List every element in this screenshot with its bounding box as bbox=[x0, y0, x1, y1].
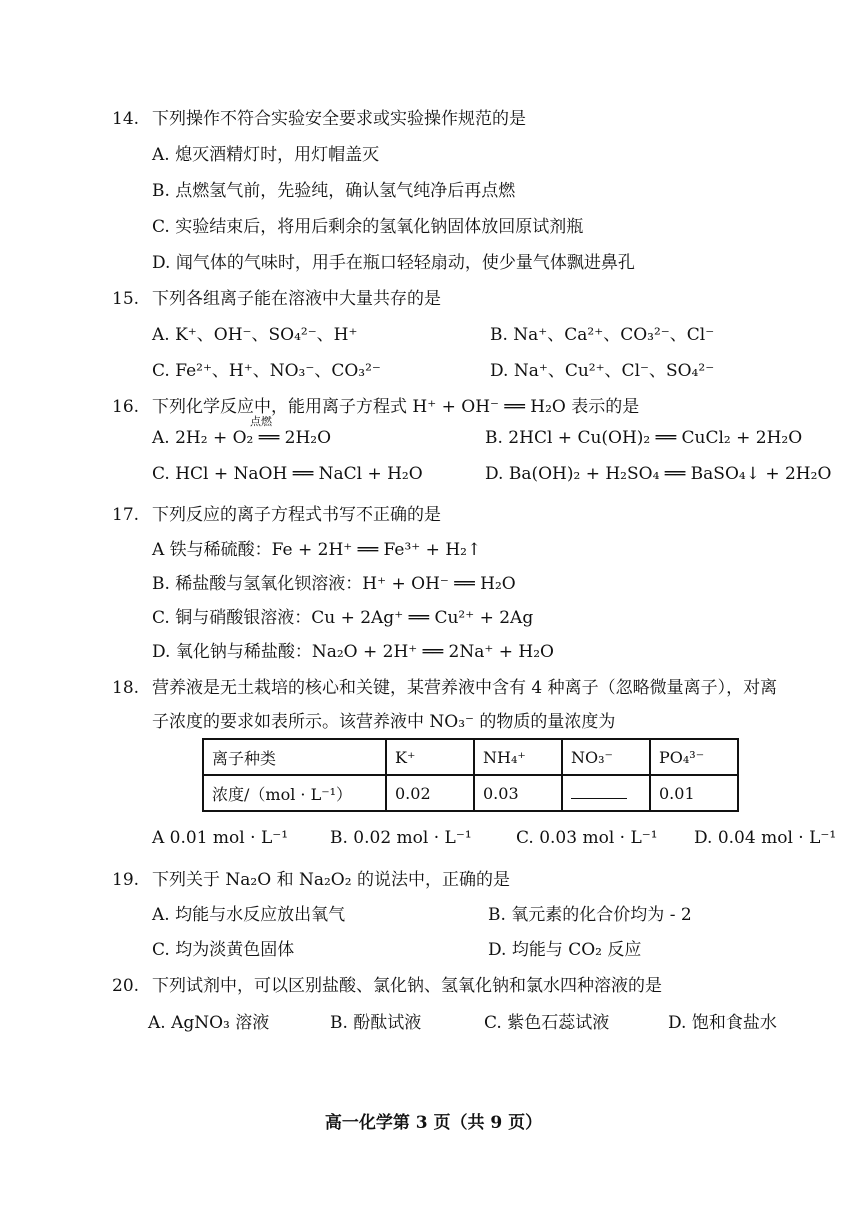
table-cell: NO₃⁻ bbox=[562, 739, 650, 775]
option-a: A 0.01 mol · L⁻¹ bbox=[152, 828, 289, 848]
ion-concentration-table bbox=[202, 738, 739, 812]
table-cell: 浓度/（mol · L⁻¹） bbox=[203, 775, 386, 811]
question-15 bbox=[112, 284, 441, 309]
option-b: B. 2HCl + Cu(OH)₂ ══ CuCl₂ + 2H₂O bbox=[485, 428, 803, 448]
option-a: A. 均能与水反应放出氧气 bbox=[152, 905, 346, 925]
option-b: B. Na⁺、Ca²⁺、CO₃²⁻、Cl⁻ bbox=[490, 325, 715, 345]
option-a: A. 熄灭酒精灯时，用灯帽盖灭 bbox=[152, 145, 380, 165]
question-20 bbox=[112, 971, 662, 996]
question-16 bbox=[112, 392, 639, 417]
question-19 bbox=[112, 865, 510, 890]
option-d: D. 饱和食盐水 bbox=[668, 1013, 777, 1033]
option-d: D. 闻气体的气味时，用手在瓶口轻轻扇动，使少量气体飘进鼻孔 bbox=[152, 253, 635, 273]
question-number: 16. bbox=[112, 397, 140, 417]
question-stem: 下列化学反应中，能用离子方程式 H⁺ + OH⁻ ══ H₂O 表示的是 bbox=[152, 397, 640, 417]
page-footer: 高一化学第 3 页（共 9 页） bbox=[324, 1113, 543, 1133]
option-c: C. 均为淡黄色固体 bbox=[152, 940, 295, 960]
option-a: A. 2H₂ + O₂ ══ 2H₂O bbox=[152, 428, 332, 448]
question-number: 17. bbox=[112, 505, 140, 525]
question-number: 20. bbox=[112, 976, 140, 996]
option-c: C. HCl + NaOH ══ NaCl + H₂O bbox=[152, 464, 423, 484]
option-c: C. 铜与硝酸银溶液：Cu + 2Ag⁺ ══ Cu²⁺ + 2Ag bbox=[152, 608, 534, 628]
option-d: D. 均能与 CO₂ 反应 bbox=[488, 940, 642, 960]
question-stem: 营养液是无土栽培的核心和关键，某营养液中含有 4 种离子（忽略微量离子），对离 bbox=[152, 678, 778, 698]
question-stem: 下列关于 Na₂O 和 Na₂O₂ 的说法中，正确的是 bbox=[152, 870, 510, 890]
table-cell: 0.03 bbox=[474, 775, 562, 811]
option-c: C. 0.03 mol · L⁻¹ bbox=[516, 828, 658, 848]
question-number: 19. bbox=[112, 870, 140, 890]
question-stem-continued: 子浓度的要求如表所示。该营养液中 NO₃⁻ 的物质的量浓度为 bbox=[152, 712, 616, 732]
reaction-condition: 点燃 bbox=[250, 415, 272, 428]
option-c: C. 实验结束后，将用后剩余的氢氧化钠固体放回原试剂瓶 bbox=[152, 217, 584, 237]
option-a: A 铁与稀硫酸：Fe + 2H⁺ ══ Fe³⁺ + H₂↑ bbox=[152, 540, 482, 560]
answer-blank bbox=[571, 784, 627, 799]
table-header-row bbox=[203, 739, 738, 775]
option-d: D. 氧化钠与稀盐酸：Na₂O + 2H⁺ ══ 2Na⁺ + H₂O bbox=[152, 642, 554, 662]
option-c: C. Fe²⁺、H⁺、NO₃⁻、CO₃²⁻ bbox=[152, 361, 381, 381]
question-18 bbox=[112, 673, 777, 698]
option-d: D. Na⁺、Cu²⁺、Cl⁻、SO₄²⁻ bbox=[490, 361, 715, 381]
question-stem: 下列试剂中，可以区别盐酸、氯化钠、氢氧化钠和氯水四种溶液的是 bbox=[152, 976, 662, 996]
table-cell: 0.01 bbox=[650, 775, 738, 811]
question-number: 18. bbox=[112, 678, 140, 698]
option-a: A. AgNO₃ 溶液 bbox=[148, 1013, 270, 1033]
question-stem: 下列各组离子能在溶液中大量共存的是 bbox=[152, 289, 441, 309]
table-cell: NH₄⁺ bbox=[474, 739, 562, 775]
option-b: B. 酚酞试液 bbox=[330, 1013, 422, 1033]
question-stem: 下列反应的离子方程式书写不正确的是 bbox=[152, 505, 441, 525]
option-b: B. 点燃氢气前，先验纯，确认氢气纯净后再点燃 bbox=[152, 181, 516, 201]
question-14 bbox=[112, 104, 526, 129]
table-row bbox=[203, 775, 738, 811]
option-a: A. K⁺、OH⁻、SO₄²⁻、H⁺ bbox=[152, 325, 358, 345]
question-17 bbox=[112, 500, 441, 525]
option-d: D. 0.04 mol · L⁻¹ bbox=[694, 828, 837, 848]
table-cell: 离子种类 bbox=[203, 739, 386, 775]
table-cell: K⁺ bbox=[386, 739, 474, 775]
question-stem: 下列操作不符合实验安全要求或实验操作规范的是 bbox=[152, 109, 526, 129]
option-d: D. Ba(OH)₂ + H₂SO₄ ══ BaSO₄↓ + 2H₂O bbox=[485, 464, 832, 484]
question-number: 15. bbox=[112, 289, 140, 309]
question-number: 14. bbox=[112, 109, 140, 129]
table-cell-blank bbox=[562, 775, 650, 811]
table-cell: PO₄³⁻ bbox=[650, 739, 738, 775]
option-b: B. 氧元素的化合价均为 - 2 bbox=[488, 905, 692, 925]
option-c: C. 紫色石蕊试液 bbox=[484, 1013, 610, 1033]
option-b: B. 0.02 mol · L⁻¹ bbox=[330, 828, 472, 848]
table-cell: 0.02 bbox=[386, 775, 474, 811]
option-b: B. 稀盐酸与氢氧化钡溶液：H⁺ + OH⁻ ══ H₂O bbox=[152, 574, 516, 594]
